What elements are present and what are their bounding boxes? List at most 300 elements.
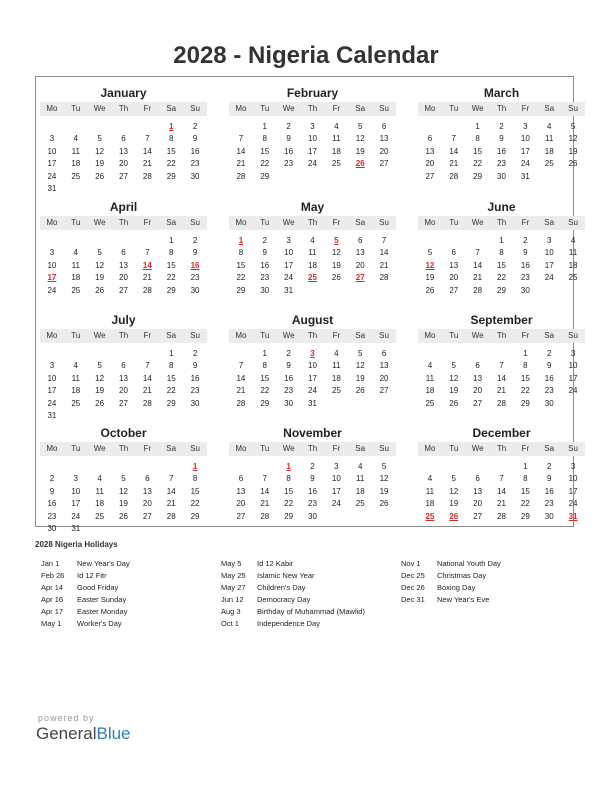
weekday-label: We [93,331,106,340]
calendar-day: 6 [381,349,387,358]
calendar-grid [35,76,578,533]
holiday-name: Worker's Day [77,619,122,628]
calendar-day: 14 [166,486,176,496]
calendar-day: 10 [520,134,530,144]
calendar-day: 4 [73,361,78,371]
calendar-day: 5 [570,122,576,131]
holiday-date-label: May 1 [41,619,62,628]
calendar-day: 19 [568,146,578,156]
weekday-label: We [282,218,295,227]
calendar-day: 26 [425,285,435,295]
calendar-day: 13 [119,146,128,156]
calendar-day: 28 [260,511,270,521]
weekday-label: Tu [71,104,81,113]
calendar-day: 29 [236,285,246,295]
calendar-day: 30 [190,171,200,181]
weekday-label: We [93,218,106,227]
calendar-day: 6 [427,134,433,144]
calendar-day: 4 [334,122,339,131]
calendar-day: 14 [379,248,389,258]
calendar-day: 22 [520,386,530,396]
calendar-day: 4 [73,248,78,258]
holiday-date-label: Nov 1 [401,559,421,568]
calendar-day: 29 [497,285,506,295]
calendar-day: 7 [168,474,174,484]
calendar-day: 25 [95,511,105,521]
weekday-label: Sa [544,218,555,227]
calendar-day: 10 [308,361,317,371]
weekday-label: Fr [332,331,341,340]
calendar-day: 14 [236,373,246,383]
calendar-day: 20 [355,260,365,270]
calendar-day: 5 [451,361,456,371]
weekday-label: Tu [449,218,459,227]
calendar-day: 5 [451,474,456,484]
calendar-day: 11 [568,248,578,258]
weekday-label: Mo [235,331,247,340]
calendar-day: 22 [284,499,294,509]
calendar-day: 30 [520,285,530,295]
calendar-day: 30 [308,511,317,521]
holiday-date-label: Oct 1 [221,619,239,628]
calendar-day: 3 [49,361,55,371]
calendar-day: 1 [499,236,504,245]
weekday-label: Su [190,444,200,453]
weekday-label: Mo [235,218,247,227]
calendar-day: 19 [95,159,105,169]
calendar-day: 28 [142,171,152,181]
calendar-day: 5 [97,248,102,258]
calendar-day: 21 [166,499,176,509]
weekday-label: Sa [355,104,366,113]
calendar-day: 4 [427,361,433,371]
weekday-label: Fr [521,218,530,227]
calendar-day: 30 [544,398,554,408]
calendar-day: 23 [497,159,506,169]
calendar-day: 31 [308,398,317,408]
calendar-day: 15 [497,260,506,270]
weekday-label: Su [568,104,578,113]
calendar-day: 25 [544,159,554,169]
holiday-date: 26 [355,159,365,169]
calendar-day: 6 [238,474,244,484]
calendar-day: 14 [260,486,270,496]
weekday-label: Th [496,331,507,340]
calendar-day: 2 [262,236,267,245]
calendar-day: 28 [497,398,506,408]
calendar-day: 23 [260,273,270,283]
holiday-date-label: May 27 [221,583,246,592]
calendar-day: 14 [497,373,506,383]
holiday-date: 3 [310,349,315,358]
weekday-label: Sa [544,104,555,113]
month-name: September [470,313,533,327]
calendar-day: 31 [284,285,294,295]
calendar-day: 24 [284,273,294,283]
calendar-day: 6 [475,361,480,371]
weekday-label: Th [118,218,129,227]
weekday-label: Mo [46,444,58,453]
calendar-day: 10 [47,260,57,270]
calendar-day: 19 [449,386,459,396]
calendar-day: 28 [497,511,506,521]
calendar-day: 13 [473,486,483,496]
calendar-day: 5 [427,248,433,258]
month-block [418,193,585,306]
month-block [229,419,396,532]
holiday-name: Easter Monday [77,607,128,616]
calendar-day: 28 [236,398,246,408]
calendar-day: 18 [568,260,578,270]
holiday-name: National Youth Day [437,559,501,568]
calendar-day: 14 [142,373,152,383]
weekday-label: Su [568,218,578,227]
calendar-day: 3 [570,462,576,471]
calendar-day: 5 [357,122,363,131]
calendar-day: 15 [166,146,176,156]
calendar-day: 30 [544,511,554,521]
calendar-day: 11 [95,486,104,496]
month-block [418,306,585,419]
weekday-label: Su [379,218,389,227]
calendar-day: 9 [286,134,291,144]
calendar-day: 19 [425,273,435,283]
weekday-label: Mo [424,104,436,113]
calendar-day: 19 [355,146,365,156]
calendar-day: 8 [523,474,528,484]
calendar-day: 4 [334,349,339,358]
calendar-day: 21 [260,499,270,509]
calendar-day: 22 [260,386,270,396]
calendar-day: 14 [236,146,246,156]
calendar-day: 2 [286,349,291,358]
weekday-label: We [471,104,484,113]
calendar-day: 8 [499,248,504,258]
calendar-day: 28 [236,171,246,181]
calendar-day: 24 [47,398,57,408]
calendar-day: 17 [568,373,578,383]
calendar-day: 17 [47,386,57,396]
holiday-date-label: Dec 31 [401,595,425,604]
calendar-day: 2 [546,349,552,358]
calendar-day: 18 [425,386,435,396]
calendar-day: 13 [379,134,389,144]
calendar-day: 6 [381,122,387,131]
weekday-label: Fr [143,104,152,113]
calendar-day: 13 [379,361,389,371]
calendar-day: 11 [71,260,80,270]
weekday-label: Su [379,104,389,113]
calendar-day: 16 [47,499,57,509]
weekday-header [229,442,396,456]
calendar-day: 23 [544,499,554,509]
weekday-label: We [93,104,106,113]
calendar-day: 7 [475,248,480,258]
calendar-day: 11 [545,134,554,144]
calendar-day: 25 [568,273,578,283]
calendar-day: 12 [355,361,365,371]
calendar-day: 3 [570,349,576,358]
calendar-day: 28 [166,511,176,521]
holidays-heading: 2028 Nigeria Holidays [35,540,118,549]
holiday-date-label: May 25 [221,571,246,580]
calendar-day: 28 [142,285,152,295]
weekday-label: We [93,444,106,453]
calendar-day: 27 [473,511,483,521]
calendar-day: 12 [449,373,459,383]
weekday-label: Th [118,444,129,453]
calendar-day: 12 [95,260,105,270]
calendar-day: 4 [546,122,552,131]
weekday-label: Fr [521,104,530,113]
weekday-label: Su [379,444,389,453]
calendar-day: 9 [310,474,315,484]
calendar-day: 23 [190,159,200,169]
calendar-day: 19 [119,499,128,509]
calendar-day: 2 [310,462,315,471]
weekday-label: Th [118,104,129,113]
calendar-day: 2 [192,122,198,131]
calendar-day: 6 [475,474,480,484]
calendar-day: 6 [121,134,126,144]
calendar-day: 9 [49,486,55,496]
holiday-date: 12 [425,260,435,270]
calendar-day: 24 [308,159,317,169]
weekday-label: Tu [260,218,270,227]
calendar-day: 9 [192,361,198,371]
weekday-label: Tu [71,331,81,340]
calendar-day: 2 [192,236,198,245]
calendar-day: 26 [355,386,365,396]
calendar-day: 30 [47,524,57,533]
weekday-header [418,442,585,456]
calendar-day: 22 [166,159,176,169]
calendar-day: 23 [284,159,294,169]
weekday-label: Fr [521,331,530,340]
calendar-day: 8 [475,134,480,144]
calendar-day: 4 [357,462,363,471]
calendar-day: 15 [520,373,530,383]
month-name: April [109,200,138,214]
calendar-day: 25 [425,398,435,408]
calendar-day: 21 [236,159,246,169]
weekday-label: Fr [143,444,152,453]
calendar-day: 5 [357,349,363,358]
calendar-day: 6 [121,361,126,371]
calendar-day: 16 [308,486,317,496]
holiday-date-label: Dec 25 [401,571,425,580]
calendar-day: 1 [168,349,174,358]
calendar-day: 27 [473,398,483,408]
month-name: May [300,200,325,214]
calendar-day: 13 [473,373,483,383]
holiday-date: 25 [425,511,435,521]
month-name: February [286,86,339,100]
calendar-day: 28 [142,398,152,408]
calendar-day: 11 [425,373,435,383]
calendar-day: 23 [520,273,530,283]
calendar-day: 22 [473,159,483,169]
calendar-day: 10 [568,361,578,371]
calendar-day: 9 [192,134,198,144]
month-name: August [291,313,334,327]
calendar-day: 11 [332,361,341,371]
month-block [40,306,207,419]
weekday-label: Sa [355,218,366,227]
calendar-day: 23 [308,499,317,509]
calendar-day: 24 [331,499,341,509]
calendar-day: 29 [190,511,200,521]
month-block [229,306,396,419]
calendar-day: 19 [95,386,105,396]
brand-logo[interactable] [36,724,131,744]
calendar-day: 27 [236,511,246,521]
calendar-day: 14 [473,260,483,270]
calendar-day: 31 [47,411,57,420]
weekday-label: Mo [424,331,436,340]
holiday-name: Id 12 Fitr [77,571,107,580]
calendar-day: 1 [168,236,174,245]
calendar-day: 15 [473,146,483,156]
holiday-date: 1 [286,462,291,471]
calendar-day: 7 [499,361,504,371]
weekday-label: Tu [260,331,270,340]
calendar-day: 23 [190,273,200,283]
holiday-date: 1 [168,122,174,131]
calendar-day: 17 [331,486,341,496]
calendar-day: 3 [523,122,528,131]
calendar-day: 18 [71,386,81,396]
calendar-day: 15 [190,486,200,496]
calendar-day: 7 [238,134,244,144]
calendar-day: 24 [308,386,317,396]
calendar-day: 20 [142,499,152,509]
calendar-day: 18 [331,373,341,383]
calendar-day: 15 [284,486,294,496]
calendar-day: 13 [449,260,459,270]
calendar-day: 21 [497,499,506,509]
weekday-header [40,329,207,343]
weekday-label: Th [307,104,318,113]
calendar-day: 28 [473,285,483,295]
calendar-day: 16 [544,373,554,383]
holiday-date-label: Aug 3 [221,607,241,616]
calendar-day: 20 [119,386,128,396]
calendar-day: 8 [192,474,198,484]
weekday-label: Sa [166,444,177,453]
calendar-day: 10 [308,134,317,144]
weekday-label: Sa [166,104,177,113]
calendar-day: 31 [520,171,530,181]
calendar-day: 14 [497,486,506,496]
calendar-day: 26 [331,273,341,283]
calendar-day: 27 [425,171,435,181]
calendar-day: 20 [236,499,246,509]
holiday-date: 5 [334,236,339,245]
calendar-day: 2 [49,474,55,484]
month-name: November [283,426,342,440]
weekday-label: Th [496,444,507,453]
calendar-day: 15 [260,146,270,156]
weekday-header [40,102,207,116]
calendar-day: 13 [236,486,246,496]
calendar-day: 17 [520,146,530,156]
month-block [229,79,396,192]
calendar-day: 22 [190,499,200,509]
holiday-date: 1 [238,236,244,245]
month-name: June [487,200,516,214]
calendar-day: 24 [520,159,530,169]
calendar-day: 20 [379,146,389,156]
calendar-day: 10 [544,248,554,258]
weekday-label: Sa [355,331,366,340]
calendar-day: 22 [520,499,530,509]
month-block [40,79,207,192]
weekday-header [418,216,585,230]
holiday-date: 26 [449,511,459,521]
calendar-day: 11 [425,486,435,496]
calendar-day: 30 [497,171,506,181]
weekday-label: Tu [260,104,270,113]
calendar-day: 2 [286,122,291,131]
weekday-label: Fr [143,331,152,340]
holiday-name: Id 12 Kabir [257,559,294,568]
calendar-day: 19 [331,260,341,270]
calendar-day: 21 [142,386,152,396]
calendar-day: 28 [449,171,459,181]
calendar-day: 14 [142,146,152,156]
weekday-label: Su [190,218,200,227]
calendar-day: 9 [523,248,528,258]
calendar-day: 26 [449,398,459,408]
weekday-label: Fr [332,104,341,113]
holiday-date-label: Apr 16 [41,595,64,604]
calendar-day: 6 [451,248,456,258]
month-block [418,79,585,192]
calendar-day: 27 [142,511,152,521]
weekday-label: Th [307,218,318,227]
calendar-day: 17 [308,373,317,383]
calendar-day: 24 [568,386,578,396]
calendar-day: 21 [379,260,389,270]
calendar-day: 5 [97,134,102,144]
calendar-day: 25 [71,398,81,408]
calendar-day: 10 [71,486,81,496]
calendar-day: 23 [190,386,200,396]
calendar-day: 27 [379,386,389,396]
calendar-day: 19 [449,499,459,509]
weekday-header [418,329,585,343]
weekday-label: Mo [46,218,58,227]
month-block [40,419,207,532]
calendar-day: 13 [119,373,128,383]
month-name: January [100,86,147,100]
calendar-day: 9 [286,361,291,371]
calendar-day: 22 [166,273,176,283]
calendar-day: 14 [449,146,459,156]
calendar-day: 21 [142,273,152,283]
month-block [418,419,585,532]
calendar-day: 30 [190,398,200,408]
holiday-date: 16 [190,260,200,270]
weekday-label: Fr [332,444,341,453]
calendar-day: 12 [568,134,578,144]
calendar-day: 23 [47,511,57,521]
calendar-day: 8 [262,361,267,371]
weekday-label: Th [307,444,318,453]
calendar-day: 31 [71,524,81,533]
calendar-day: 8 [286,474,291,484]
